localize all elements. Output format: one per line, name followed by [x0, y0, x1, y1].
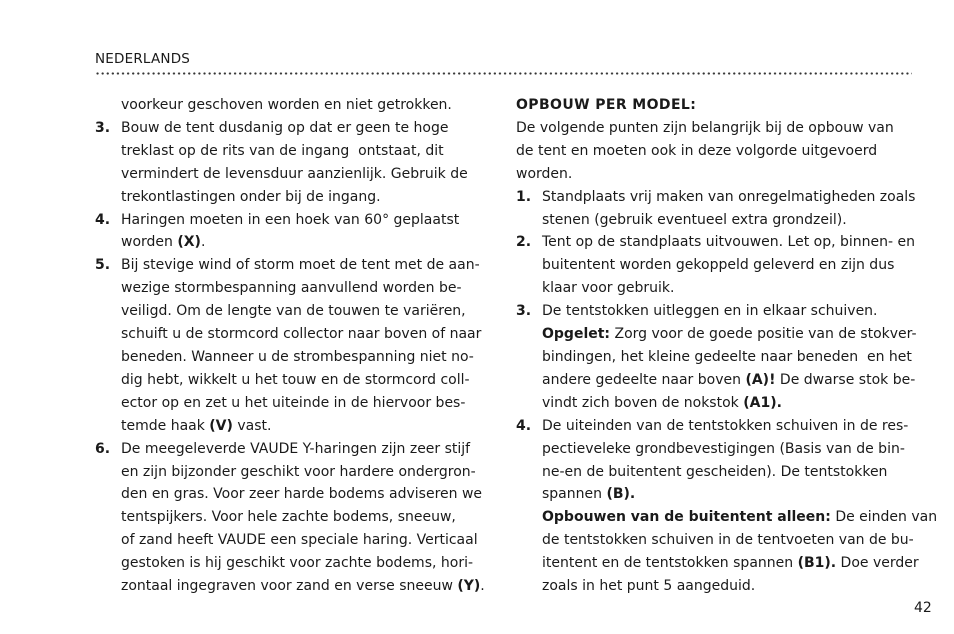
- text-line: ector op en zet u het uiteinde in de hiervoor bes-: [121, 394, 466, 411]
- text-line: pectieveleke grondbevestigingen (Basis van de bin-: [542, 440, 905, 457]
- text-line: [121, 415, 495, 438]
- text-line: Haringen moeten in een hoek van 60° geplaatst: [121, 211, 460, 228]
- text-span: Zorg voor de goede positie van de stokver-: [610, 326, 917, 343]
- text-line: [542, 392, 926, 415]
- right-column: [516, 94, 938, 598]
- dotted-divider: [95, 72, 912, 75]
- text-line: De tentstokken uitleggen en in elkaar schuiven.: [542, 303, 878, 320]
- section-heading: OPBOUW PER MODEL:: [516, 97, 697, 113]
- text-line: Bij stevige wind of storm moet de tent met de aan-: [121, 257, 480, 274]
- text-line: tentspijkers. Voor hele zachte bodems, sneeuw,: [121, 509, 456, 526]
- figure-ref: (Y): [457, 578, 481, 595]
- text-line: [542, 483, 937, 506]
- step-item-1: [516, 186, 926, 232]
- text-span: vast.: [232, 417, 272, 434]
- text-span: De einden van: [830, 509, 938, 526]
- text-line: De meegeleverde VAUDE Y-haringen zijn zeer stijf: [121, 440, 471, 457]
- text-line: of zand heeft VAUDE een speciale haring. Verticaal: [121, 532, 478, 549]
- text-line: en zijn bijzonder geschikt voor hardere ondergron-: [121, 463, 476, 480]
- text-line: [121, 575, 495, 598]
- text-line: veiligd. Om de lengte van de touwen te variëren,: [121, 303, 466, 320]
- text-span: worden: [121, 234, 178, 251]
- page-number: 42: [914, 600, 932, 616]
- text-line: bindingen, het kleine gedeelte naar beneden en het: [542, 348, 912, 365]
- figure-ref: (B1).: [797, 555, 837, 572]
- text-line: [542, 506, 937, 529]
- text-line: Bouw de tent dusdanig op dat er geen te hoge: [121, 119, 449, 136]
- text-line: treklast op de rits van de ingang ontstaat, dit: [121, 142, 444, 159]
- text-line: [542, 369, 926, 392]
- list-item-3: [95, 117, 495, 209]
- figure-ref: (B).: [606, 486, 636, 503]
- text-span: De dwarse stok be-: [775, 371, 916, 388]
- list-number: 5.: [95, 257, 111, 274]
- text-line: stenen (gebruik eventueel extra grondzeil).: [542, 211, 847, 228]
- warning-label: Opgelet:: [542, 326, 611, 343]
- text-span: andere gedeelte naar boven: [542, 371, 746, 388]
- text-line: [542, 552, 937, 575]
- intro-line: De volgende punten zijn belangrijk bij de opbouw van: [516, 119, 894, 136]
- subheading-label: Opbouwen van de buitentent alleen:: [542, 509, 831, 526]
- list-item-4: [95, 209, 495, 255]
- text-span: spannen: [542, 486, 607, 503]
- list-number: 4.: [516, 417, 532, 434]
- text-line: beneden. Wanneer u de strombespanning niet no-: [121, 348, 474, 365]
- continuation-text: voorkeur geschoven worden en niet getrokken.: [121, 97, 452, 113]
- figure-ref: (X): [177, 234, 201, 251]
- list-number: 6.: [95, 440, 111, 457]
- text-line: Tent op de standplaats uitvouwen. Let op, binnen- en: [542, 234, 916, 251]
- figure-ref: (V): [209, 417, 233, 434]
- text-line: gestoken is hij geschikt voor zachte bodems, hori-: [121, 555, 474, 572]
- left-column: [95, 94, 495, 598]
- list-number: 1.: [516, 188, 532, 205]
- list-number: 2.: [516, 234, 532, 251]
- text-line: [542, 323, 926, 346]
- text-line: zoals in het punt 5 aangeduid.: [542, 578, 756, 595]
- text-line: wezige stormbespanning aanvullend worden be-: [121, 280, 462, 297]
- intro-line: de tent en moeten ook in deze volgorde uitgevoerd: [516, 142, 878, 159]
- figure-ref: (A1).: [743, 394, 782, 411]
- text-span: vindt zich boven de nokstok: [542, 394, 744, 411]
- text-line: buitentent worden gekoppeld geleverd en zijn dus: [542, 257, 895, 274]
- list-number: 4.: [95, 211, 111, 228]
- text-span: zontaal ingegraven voor zand en verse sneeuw: [121, 578, 458, 595]
- text-line: vermindert de levensduur aanzienlijk. Gebruik de: [121, 165, 468, 182]
- text-span: temde haak: [121, 417, 210, 434]
- list-number: 3.: [95, 119, 111, 136]
- step-item-4: [516, 415, 938, 598]
- text-line: klaar voor gebruik.: [542, 280, 675, 297]
- text-line: den en gras. Voor zeer harde bodems adviseren we: [121, 486, 483, 503]
- text-line: Standplaats vrij maken van onregelmatigheden zoals: [542, 188, 916, 205]
- list-item-5: [95, 254, 495, 437]
- step-item-2: [516, 231, 926, 300]
- text-span: Doe verder: [836, 555, 919, 572]
- text-span: .: [200, 234, 206, 251]
- text-line: dig hebt, wikkelt u het touw en de stormcord coll-: [121, 371, 470, 388]
- intro-line: worden.: [516, 165, 573, 182]
- text-line: De uiteinden van de tentstokken schuiven in de res-: [542, 417, 909, 434]
- list-number: 3.: [516, 303, 532, 320]
- section-language-header: NEDERLANDS: [95, 51, 191, 67]
- text-line: de tentstokken schuiven in de tentvoeten van de bu-: [542, 532, 914, 549]
- text-line: [121, 231, 495, 254]
- text-line: trekontlastingen onder bij de ingang.: [121, 188, 381, 205]
- text-line: schuift u de stormcord collector naar boven of naar: [121, 326, 482, 343]
- text-span: itentent en de tentstokken spannen: [542, 555, 798, 572]
- text-span: .: [480, 578, 485, 595]
- step-item-3: [516, 300, 926, 415]
- figure-ref: (A)!: [745, 371, 776, 388]
- list-item-6: [95, 438, 495, 598]
- text-line: ne-en de buitentent gescheiden). De tentstokken: [542, 463, 888, 480]
